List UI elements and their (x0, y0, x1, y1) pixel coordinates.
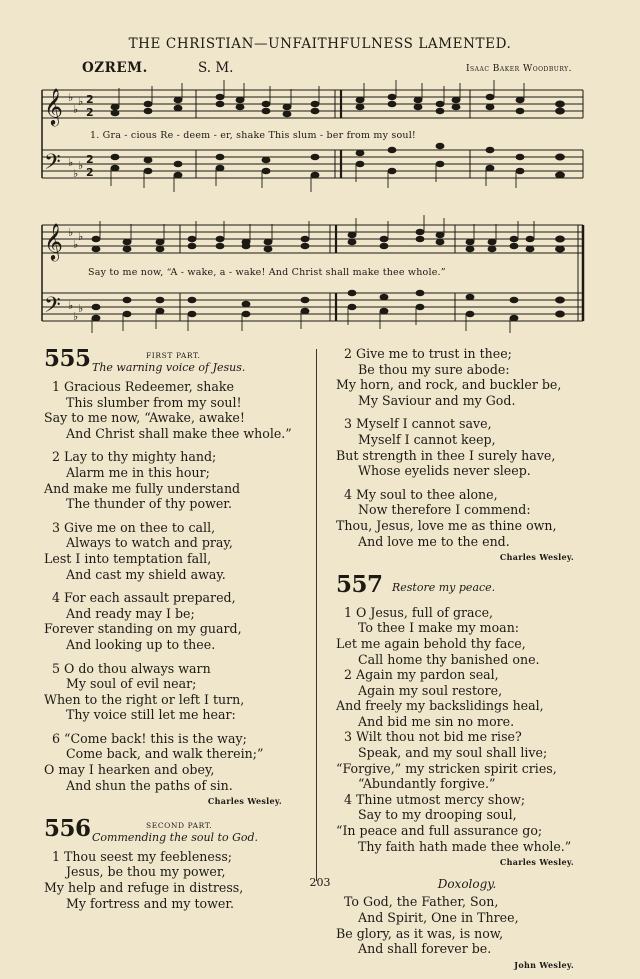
svg-text:♭: ♭ (78, 159, 84, 172)
verse-line: And freely my backslidings heal, (336, 698, 544, 714)
svg-text:♭: ♭ (73, 310, 79, 323)
lyrics-line-2: Say to me now, “A - wake, a - wake! And Christ shall make thee whole.” (88, 267, 446, 278)
verse-line: “Forgive,” my stricken spirit cries, (336, 760, 557, 776)
verse-line: Let me again behold thy face, (336, 635, 526, 651)
verse-line: 1 Gracious Redeemer, shake (52, 379, 234, 394)
svg-text:♭: ♭ (78, 230, 84, 243)
page-title: THE CHRISTIAN—UNFAITHFULNESS LAMENTED. (128, 36, 512, 52)
tune-composer: Isaac Baker Woodbury. (466, 64, 572, 74)
svg-text:♭: ♭ (73, 238, 79, 251)
verse-line: Again my soul restore, (358, 682, 503, 698)
verse-line: Say to me now, “Awake, awake! (44, 410, 245, 426)
verse-line: O may I hearken and obey, (44, 762, 215, 778)
verse-line: And shun the paths of sin. (66, 777, 233, 793)
author-credit: Charles Wesley. (207, 796, 282, 807)
verse-line: And Spirit, One in Three, (358, 910, 519, 925)
svg-text:♭: ♭ (68, 226, 74, 239)
svg-text:2: 2 (86, 93, 94, 106)
verse-line: My soul of evil near; (66, 676, 197, 692)
verse-line: 3 Wilt thou not bid me rise? (344, 729, 522, 745)
svg-text:♭: ♭ (78, 95, 84, 108)
verse-line: And love me to the end. (358, 533, 510, 549)
hymn-556-text-right (336, 346, 598, 566)
verse-line: 5 O do thou always warn (52, 660, 211, 676)
part-label: SECOND PART. (146, 820, 213, 830)
svg-text:♭: ♭ (68, 299, 74, 312)
verse-line: 6 “Come back! this is the way; (52, 730, 247, 746)
part-label: FIRST PART. (146, 351, 201, 360)
verse-line: 1 O Jesus, full of grace, (344, 604, 494, 620)
verse-line: Call home thy banished one. (358, 651, 540, 667)
hymn-subtitle: Commending the soul to God. (92, 830, 259, 844)
hymn-number: 556 (44, 814, 91, 842)
verse-line: My Saviour and my God. (358, 392, 516, 408)
verse-line: 2 Give me to trust in thee; (344, 346, 512, 361)
verse-line: My fortress and my tower. (66, 895, 234, 911)
verse-line: The thunder of thy power. (66, 496, 232, 512)
svg-text:𝄢: 𝄢 (44, 293, 61, 323)
verse-line: Alarm me in this hour; (66, 464, 210, 480)
svg-text:2: 2 (86, 153, 94, 166)
verse-line: Thy faith hath made thee whole.” (358, 838, 572, 854)
svg-text:♭: ♭ (73, 167, 79, 180)
svg-text:𝄞: 𝄞 (44, 222, 63, 260)
verse-line: Now therefore I commend: (358, 502, 531, 518)
verse-line: To thee I make my moan: (358, 620, 520, 636)
svg-text:♭: ♭ (68, 156, 74, 169)
verse-line: And ready may I be; (66, 605, 195, 621)
verse-line: 4 For each assault prepared, (52, 590, 236, 606)
verse-line: “Abundantly forgive.” (358, 776, 496, 792)
verse-line: Jesus, be thou my power, (66, 864, 226, 880)
hymn-subtitle: The warning voice of Jesus. (92, 361, 246, 374)
verse-line: My help and refuge in distress, (44, 880, 244, 896)
hymn-subtitle: Restore my peace. (392, 580, 496, 594)
verse-line: Come back, and walk therein;” (66, 746, 264, 762)
verse-line: Lest I into temptation fall, (44, 550, 212, 566)
verse-line: 4 My soul to thee alone, (344, 486, 498, 502)
verse-line: And make me fully understand (44, 480, 241, 496)
hymn-555-text (44, 379, 306, 810)
verse-line: Always to watch and pray, (66, 535, 233, 551)
verse-line: Thy voice still let me hear: (66, 707, 236, 723)
svg-text:2: 2 (86, 166, 94, 179)
tune-meter: S. M. (198, 60, 234, 76)
verse-line: Be glory, as it was, is now, (336, 925, 504, 941)
verse-line: My horn, and rock, and buckler be, (336, 377, 562, 393)
verse-line: And cast my shield away. (66, 566, 226, 582)
verse-line: Forever standing on my guard, (44, 621, 242, 637)
verse-line: And Christ shall make thee whole.” (66, 425, 292, 441)
verse-line: This slumber from my soul! (66, 394, 242, 410)
author-credit: John Wesley. (514, 959, 574, 970)
verse-line: 4 Thine utmost mercy show; (344, 791, 526, 807)
hymn-557-heading (336, 572, 598, 605)
column-divider (316, 349, 317, 881)
verse-line: Be thou my sure abode: (358, 361, 510, 377)
verse-line: Whose eyelids never sleep. (358, 463, 531, 479)
hymn-555-heading (44, 346, 306, 379)
page-number: 203 (309, 876, 331, 889)
svg-text:♭: ♭ (78, 302, 84, 315)
svg-text:2: 2 (86, 106, 94, 119)
verse-line: Speak, and my soul shall live; (358, 745, 548, 761)
svg-text:𝄞: 𝄞 (44, 87, 63, 125)
svg-text:♭: ♭ (68, 91, 74, 104)
verse-line: Say to my drooping soul, (358, 807, 517, 823)
svg-text:♭: ♭ (73, 103, 79, 116)
hymn-number: 557 (336, 570, 383, 598)
verse-line: When to the right or left I turn, (44, 691, 245, 707)
verse-line: 3 Give me on thee to call, (52, 519, 216, 535)
verse-line: And shall forever be. (358, 941, 492, 957)
verse-line: Myself I cannot keep, (358, 431, 496, 447)
lyrics-line-1: 1. Gra - cious Re - deem - er, shake This slum - ber from my soul! (90, 130, 416, 141)
verse-line: 2 Again my pardon seal, (344, 667, 499, 683)
hymn-number: 555 (44, 345, 91, 372)
svg-text:𝄢: 𝄢 (44, 150, 61, 180)
verse-line: To God, the Father, Son, (344, 894, 499, 910)
doxology-title: Doxology. (437, 876, 497, 891)
verse-line: 2 Lay to thy mighty hand; (52, 449, 217, 465)
tune-name: OZREM. (82, 60, 148, 76)
hymn-557-text (336, 605, 598, 974)
verse-line: And looking up to thee. (66, 636, 216, 652)
verse-line: “In peace and full assurance go; (336, 823, 543, 839)
hymn-556-heading (44, 816, 306, 849)
verse-line: And bid me sin no more. (358, 713, 515, 729)
verse-line: 3 Myself I cannot save, (344, 416, 492, 432)
author-credit: Charles Wesley. (499, 552, 574, 563)
left-column (44, 346, 306, 911)
author-credit: Charles Wesley. (499, 857, 574, 868)
verse-line: 1 Thou seest my feebleness; (52, 848, 233, 864)
verse-line: But strength in thee I surely have, (336, 447, 556, 463)
verse-line: Thou, Jesus, love me as thine own, (336, 517, 557, 533)
